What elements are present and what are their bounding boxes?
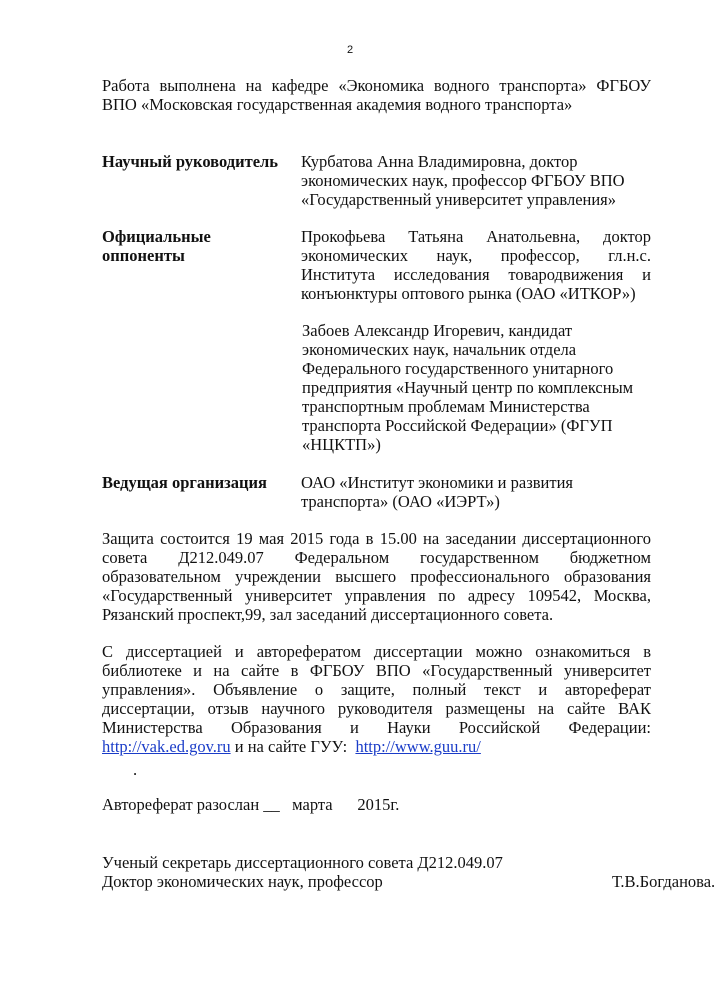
opponents-label-line-1: Официальные <box>102 227 211 246</box>
defense-line-1: Защита состоится 19 мая 2015 года в 15.00 на заседании диссертационного <box>102 529 651 548</box>
opponent-2-line-3: Федерального государственного унитарного <box>302 359 614 378</box>
leading-org-line-1: ОАО «Институт экономики и развития <box>301 473 573 492</box>
opponent-2-line-5: транспортным проблемам Министерства <box>302 397 590 416</box>
defense-line-4: «Государственный университет управления по адресу 109542, Москва, <box>102 586 651 605</box>
availability-line-4: диссертации, отзыв научного руководителя размещены на сайте ВАК <box>102 699 651 718</box>
opponent-1-line-2: экономических наук, профессор, гл.н.с. <box>301 246 651 265</box>
opponent-2-line-4: предприятия «Научный центр по комплексным <box>302 378 634 397</box>
leading-org-line-2: транспорта» (ОАО «ИЭРТ») <box>301 492 500 511</box>
availability-line-3: управления». Объявление о защите, полный текст и автореферат <box>102 680 651 699</box>
availability-paragraph <box>102 642 651 756</box>
opponent-1-info <box>301 227 651 303</box>
opponent-2-line-1: Забоев Александр Игоревич, кандидат <box>302 321 573 340</box>
supervisor-line-2: экономических наук, профессор ФГБОУ ВПО <box>301 171 625 190</box>
secretary-name: Т.В.Богданова. <box>612 872 715 891</box>
supervisor-label: Научный руководитель <box>102 152 278 171</box>
defense-line-3: образовательном учреждении высшего профессионального образования <box>102 567 651 586</box>
opponent-1-line-3: Института исследования товародвижения и <box>301 265 651 284</box>
supervisor-line-1: Курбатова Анна Владимировна, доктор <box>301 152 578 171</box>
availability-links-line <box>102 737 651 756</box>
guu-link[interactable]: http://www.guu.ru/ <box>355 737 481 756</box>
opponent-2-line-7: «НЦКТП») <box>302 435 381 454</box>
secretary-line-1: Ученый секретарь диссертационного совета Д212.049.07 <box>102 853 503 872</box>
vak-link[interactable]: http://vak.ed.gov.ru <box>102 737 231 756</box>
opponent-2-info <box>302 321 652 454</box>
defense-line-5: Рязанский проспект,99, зал заседаний диссертационного совета. <box>102 605 554 624</box>
page-number: 2 <box>346 44 354 56</box>
opponent-1-line-4: конъюнктуры оптового рынка (ОАО «ИТКОР») <box>301 284 636 303</box>
supervisor-info <box>301 152 651 209</box>
secretary-line-2-row <box>102 872 715 891</box>
sent-line: Автореферат разослан __ марта 2015г. <box>102 795 400 814</box>
availability-line-1: С диссертацией и авторефератом диссертации можно ознакомиться в <box>102 642 651 661</box>
supervisor-line-3: «Государственный университет управления» <box>301 190 617 209</box>
availability-line-5: Министерства Образования и Науки Российской Федерации: <box>102 718 651 737</box>
leading-org-label: Ведущая организация <box>102 473 267 492</box>
opponents-label-line-2: оппоненты <box>102 246 185 265</box>
opponent-1-line-1: Прокофьева Татьяна Анатольевна, доктор <box>301 227 651 246</box>
opponent-2-line-2: экономических наук, начальник отдела <box>302 340 577 359</box>
availability-line-2: библиотеке и на сайте в ФГБОУ ВПО «Государственный университет <box>102 661 651 680</box>
defense-paragraph <box>102 529 651 624</box>
intro-line-2: ВПО «Московская государственная академия водного транспорта» <box>102 95 573 114</box>
stray-dot: . <box>133 760 138 779</box>
defense-line-2: совета Д212.049.07 Федеральном государственном бюджетном <box>102 548 651 567</box>
opponent-2-line-6: транспорта Российской Федерации» (ФГУП <box>302 416 613 435</box>
intro-paragraph <box>102 76 651 114</box>
opponents-label <box>102 227 292 265</box>
secretary-line-2: Доктор экономических наук, профессор <box>102 872 383 891</box>
leading-org-info <box>301 473 651 511</box>
intro-line-1: Работа выполнена на кафедре «Экономика водного транспорта» ФГБОУ <box>102 76 651 95</box>
links-between-text: и на сайте ГУУ: <box>230 737 356 756</box>
